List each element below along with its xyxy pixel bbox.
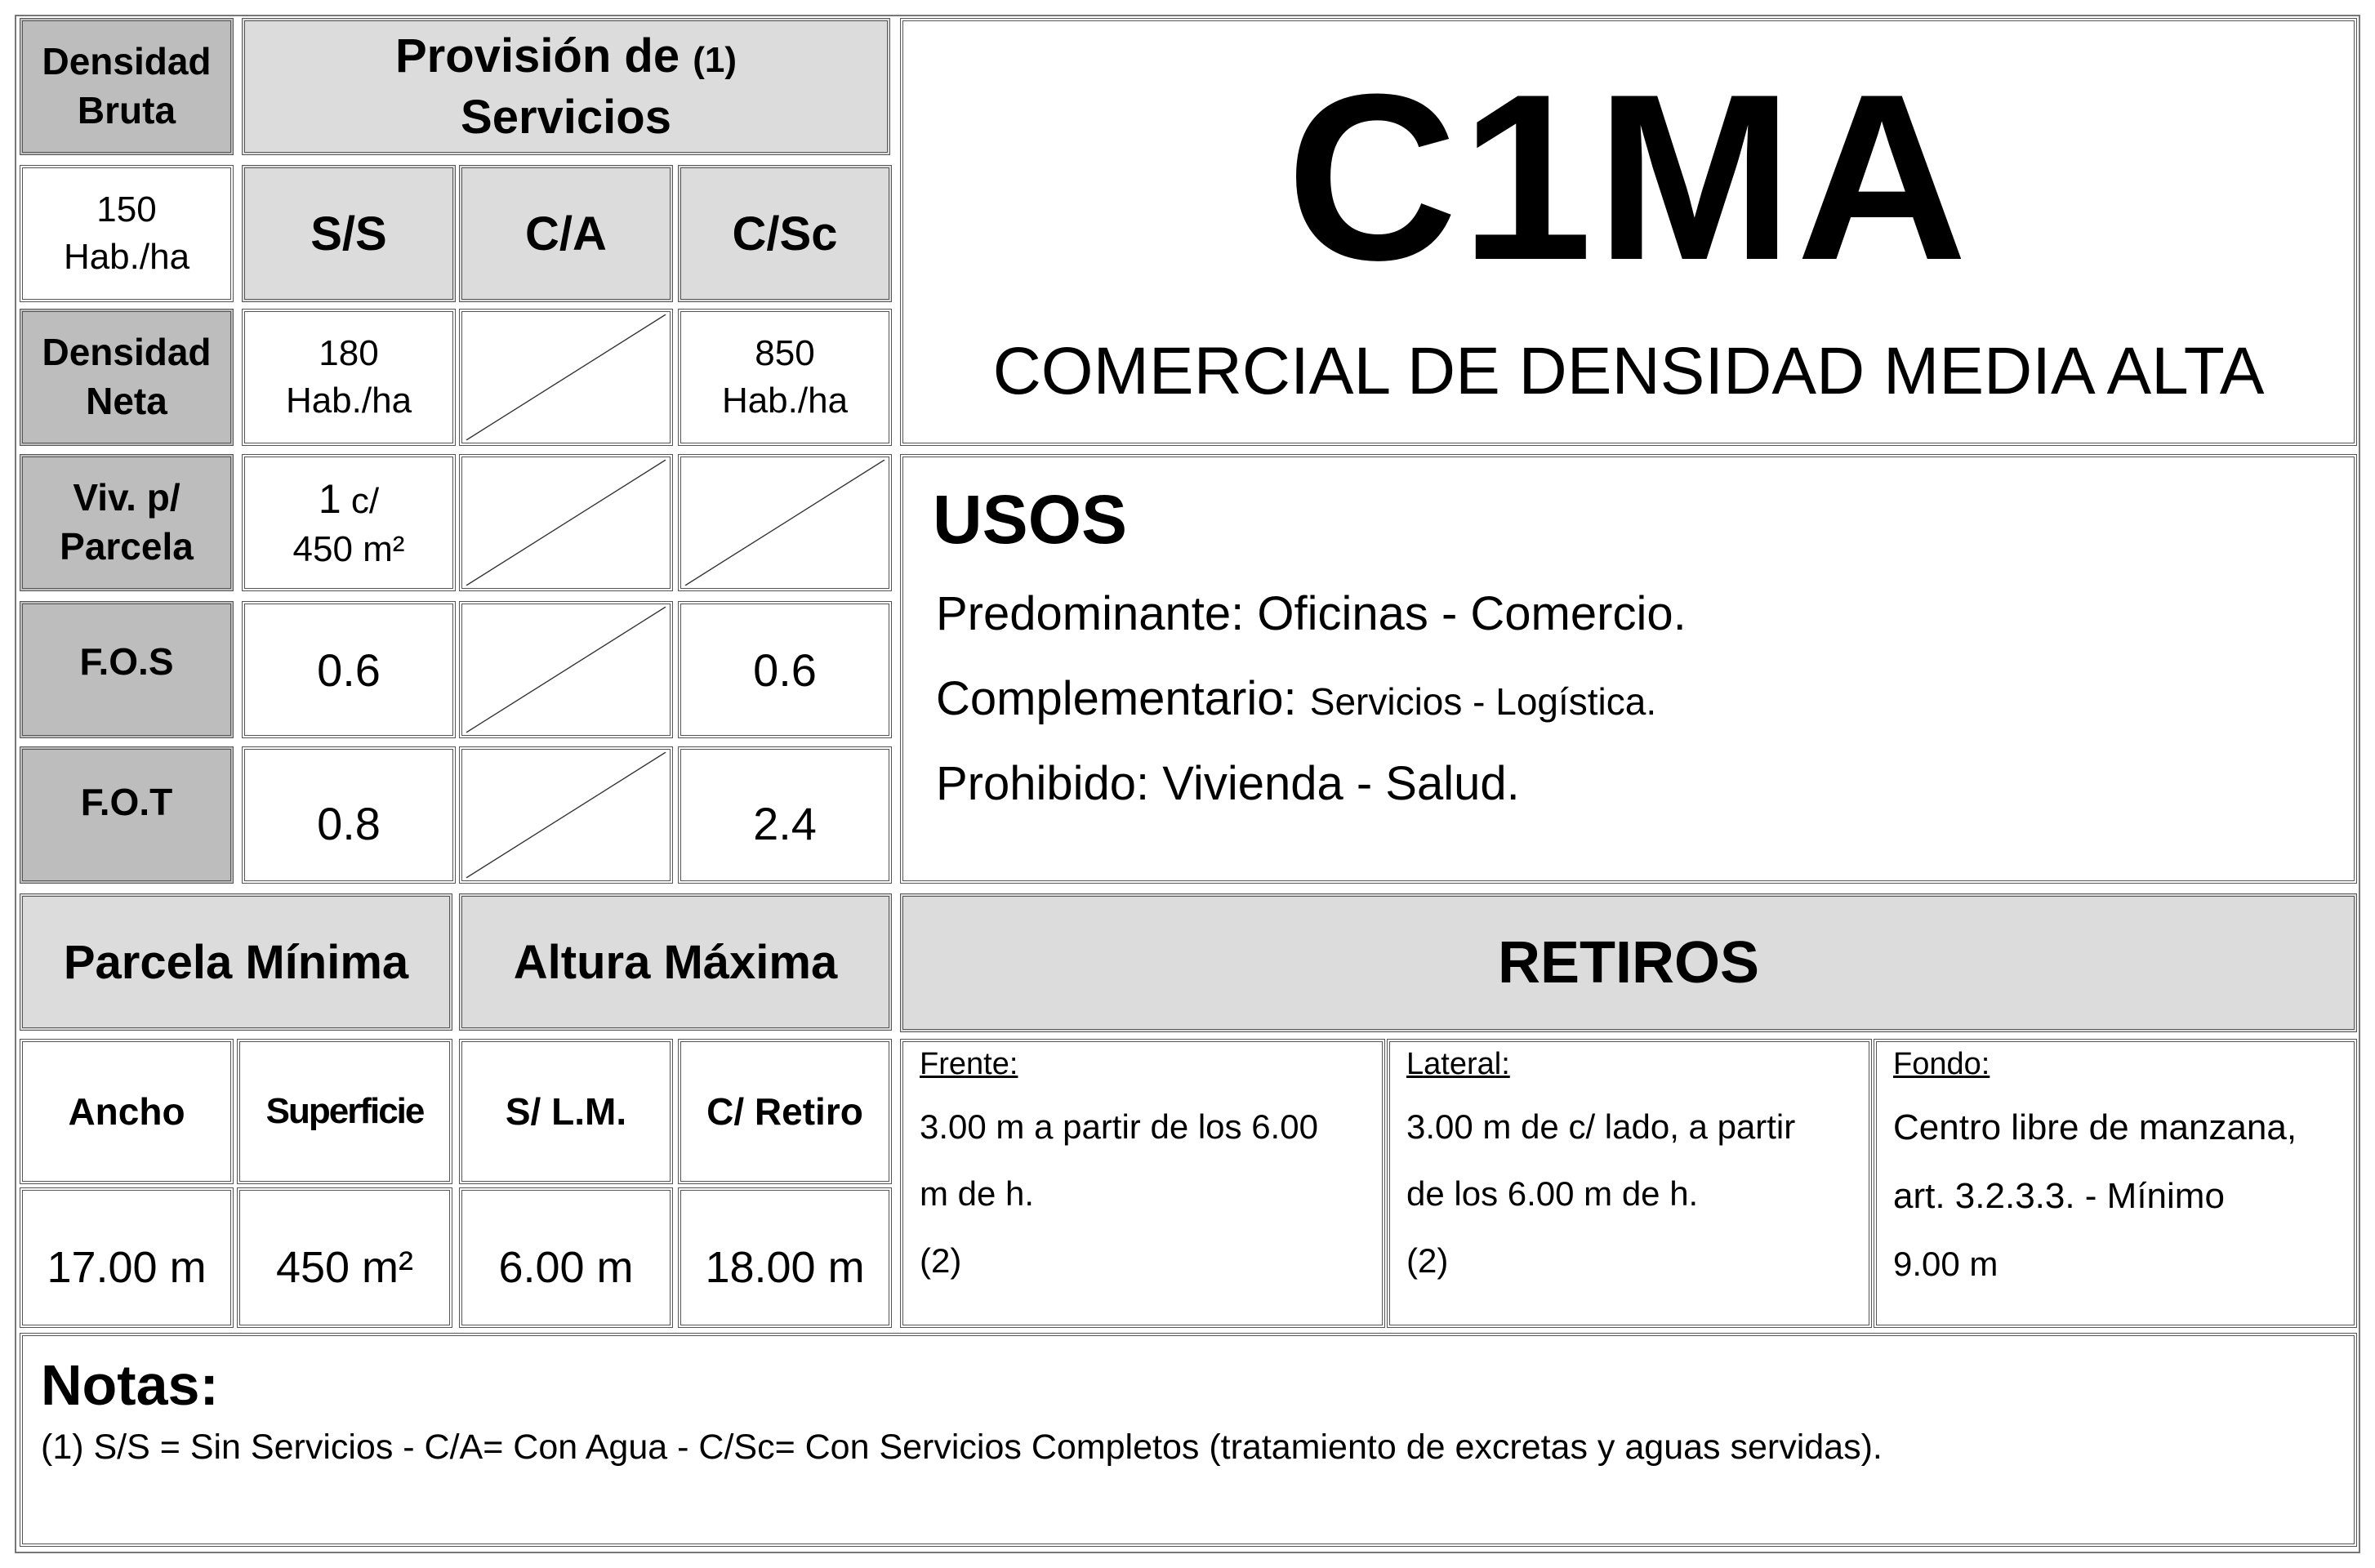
diagonal-line [681, 457, 889, 588]
provision-servicios-header: Provisión de (1) Servicios [242, 18, 890, 155]
usos-complementario: Complementario: Servicios - Logística. [936, 672, 1657, 725]
notas-box [20, 1333, 2357, 1547]
densidad-neta-csc: 850 Hab./ha [678, 309, 892, 446]
notas-text: (1) S/S = Sin Servicios - C/A= Con Agua - C/Sc= Con Servicios Completos (tratamiento de excretas y aguas servidas). [41, 1428, 1883, 1467]
viv-parcela-label: Viv. p/ Parcela [20, 454, 234, 591]
lateral-line-1: 3.00 m de c/ lado, a partir [1406, 1107, 1796, 1146]
fos-csc: 0.6 [678, 601, 892, 738]
superficie-value: 450 m² [237, 1187, 452, 1328]
usos-predominante: Predominante: Oficinas - Comercio. [936, 587, 1687, 640]
fot-label: F.O.T [20, 746, 234, 884]
viv-parcela-csc-empty [678, 454, 892, 591]
densidad-bruta-label: Densidad Bruta [20, 18, 234, 155]
fos-label: F.O.S [20, 601, 234, 738]
zone-title-box [900, 18, 2357, 446]
cretiro-label: C/ Retiro [678, 1039, 892, 1184]
frente-label: Frente: [920, 1047, 1018, 1081]
fos-ss: 0.6 [242, 601, 456, 738]
superficie-label: Superficie [237, 1039, 452, 1184]
usos-prohibido: Prohibido: Vivienda - Salud. [936, 757, 1520, 810]
note-ref: (1) [693, 39, 737, 80]
lateral-label: Lateral: [1406, 1047, 1510, 1081]
viv-parcela-ss: 1 c/ 450 m² [242, 454, 456, 591]
notas-title: Notas: [41, 1353, 219, 1417]
lateral-line-2: de los 6.00 m de h. [1406, 1174, 1699, 1213]
diagonal-line [462, 312, 670, 443]
densidad-neta-ca-empty [459, 309, 673, 446]
densidad-neta-ss: 180 Hab./ha [242, 309, 456, 446]
fondo-line-3: 9.00 m [1893, 1245, 1998, 1283]
zone-name: COMERCIAL DE DENSIDAD MEDIA ALTA [992, 334, 2265, 408]
frente-line-2: m de h. [920, 1174, 1035, 1213]
parcela-minima-header: Parcela Mínima [20, 893, 452, 1031]
ancho-value: 17.00 m [20, 1187, 234, 1328]
retiro-lateral [1387, 1039, 1872, 1328]
slm-value: 6.00 m [459, 1187, 673, 1328]
retiro-frente [900, 1039, 1385, 1328]
frente-line-3: (2) [920, 1241, 962, 1280]
retiros-header: RETIROS [900, 893, 2357, 1032]
ancho-label: Ancho [20, 1039, 234, 1184]
fondo-line-1: Centro libre de manzana, [1893, 1107, 2297, 1147]
densidad-bruta-value: 150 Hab./ha [20, 165, 234, 302]
fot-csc: 2.4 [678, 746, 892, 884]
diagonal-line [462, 457, 670, 588]
altura-maxima-header: Altura Máxima [459, 893, 892, 1031]
retiro-fondo [1874, 1039, 2357, 1328]
fot-ca-empty [459, 746, 673, 884]
usos-box [900, 454, 2357, 884]
column-csc-header: C/Sc [678, 165, 892, 302]
zone-code: C1MA [1286, 45, 1971, 310]
fot-ss: 0.8 [242, 746, 456, 884]
fondo-line-2: art. 3.2.3.3. - Mínimo [1893, 1176, 2225, 1216]
column-ca-header: C/A [459, 165, 673, 302]
viv-parcela-ca-empty [459, 454, 673, 591]
fondo-label: Fondo: [1893, 1047, 1990, 1081]
diagonal-line [462, 604, 670, 735]
frente-line-1: 3.00 m a partir de los 6.00 [920, 1107, 1318, 1146]
lateral-line-3: (2) [1406, 1241, 1449, 1280]
slm-label: S/ L.M. [459, 1039, 673, 1184]
usos-title: USOS [933, 481, 1128, 558]
fos-ca-empty [459, 601, 673, 738]
column-ss-header: S/S [242, 165, 456, 302]
diagonal-line [462, 750, 670, 880]
densidad-neta-label: Densidad Neta [20, 309, 234, 446]
cretiro-value: 18.00 m [678, 1187, 892, 1328]
